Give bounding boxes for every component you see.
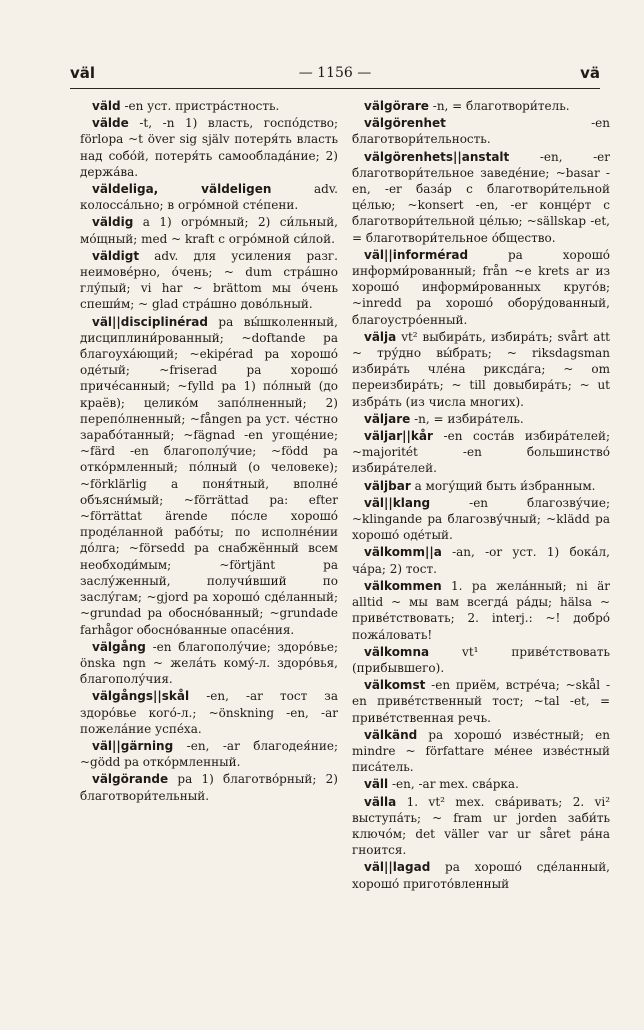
entry-headword: väldig <box>92 215 134 230</box>
entry-headword: väljar||kår <box>364 429 433 444</box>
dictionary-entry <box>352 495 610 544</box>
dictionary-entry <box>80 98 338 114</box>
dictionary-entry <box>352 727 610 776</box>
page-number: — 1156 — <box>298 65 372 81</box>
entry-headword: väl||disciplinérad <box>92 314 208 329</box>
entry-definition: -en благополу́чие; здоро́вье; önska ngn ~ жела́ть кому́-л. здоро́вья, благополу́чия. <box>80 639 338 687</box>
entry-headword: väld <box>92 99 121 113</box>
dictionary-entry <box>80 248 338 313</box>
entry-headword: väl||informérad <box>364 247 469 262</box>
dictionary-entry <box>352 115 610 147</box>
entry-definition: vt¹ приве́тствовать (прибывшего). <box>352 644 610 675</box>
entry-headword: välkänd <box>364 727 418 742</box>
entry-headword: välgörande <box>92 772 169 787</box>
running-header <box>70 64 600 86</box>
dictionary-entry <box>80 214 338 246</box>
entry-headword: välkommen <box>364 578 442 593</box>
entry-definition: -en соста́в избира́телей; ~majoritét -en большинство́ избира́телей. <box>352 429 610 476</box>
dictionary-entry <box>352 411 610 427</box>
entry-definition: adv. колосса́льно; в огро́мной сте́пени. <box>80 182 338 213</box>
dictionary-entry <box>352 859 610 891</box>
entry-headword: välgörenhet <box>364 116 446 131</box>
entry-headword: väldeliga, väldeligen <box>92 182 272 197</box>
entry-definition: -en благотвори́тельность. <box>352 116 610 147</box>
entry-definition: -en, -er благотвори́тельное заведе́ние; ~basar -en, -er база́р с благотвори́тельной це́лью; ~konsert -en, -er конце́рт с благотвори́тельной це́лью; ~sällskap -et, = благотвори́тельное о́бщество. <box>352 149 610 245</box>
dictionary-entry <box>352 544 610 576</box>
entry-definition: -t, -n 1) власть, госпо́дство; förlора ~t över sig själv потеря́ть власть над собо́й, потеря́ть самооблада́ние; 2) держа́ва. <box>80 116 338 179</box>
dictionary-entry <box>352 677 610 726</box>
entry-headword: välgörenhets||anstalt <box>364 149 510 164</box>
entry-definition: -en, -ar mex. сва́рка. <box>388 777 519 792</box>
dictionary-entry <box>352 428 610 477</box>
dictionary-entry <box>352 149 610 246</box>
dictionary-entry <box>352 247 610 328</box>
header-left-guide-word: väl <box>70 64 96 82</box>
entry-definition: a могу́щий быть и́збранным. <box>410 478 596 493</box>
entry-headword: väl||lagad <box>364 860 431 875</box>
entry-headword: välkomna <box>364 644 430 659</box>
entry-definition: pa хорошо́ информи́рованный; från ~e krets ar из хорошо́ информи́рованных круго́в; ~inredd pa хорошо́ обору́дованный, благоустро́енный. <box>352 247 610 327</box>
entry-definition: -en, -ar благодея́ние; ~gödd pa отко́рмленный. <box>80 738 338 770</box>
entry-definition: pa вы́школенный, дисциплини́рованный; ~doftande pa благоуха́ющий; ~ekipérad pa хорошо́ оде́тый; ~friserad pa хорошо́ приче́санный; ~fylld pa 1) по́лный (до краёв); целико́м запо́лненный; 2) перепо́лненный; ~fången pa уст. че́стно зарабо́танный; ~fägnad -en угоще́ние; ~färd -en благополу́чие; ~född pa отко́рмленный; по́лный (о человеке); ~förklärlig a поня́тный, вполне́ объясни́мый; ~förrättad pa: efter ~förrättat ärende по́сле хорошо́ проде́ланной рабо́ты; по исполне́нии до́лга; ~försedd pa снабжённый всем необходи́мым; ~förtjänt pa заслу́женный, получи́вший по заслу́гам; ~gjord pa хорошо́ сде́ланный; ~grundad pa обосно́ванный; ~grundade farhågor обосно́ванные опасе́ния. <box>80 314 338 637</box>
entry-headword: väl||gärning <box>92 738 174 753</box>
entry-headword: välgörare <box>364 99 429 113</box>
entry-headword: välkomst <box>364 678 426 693</box>
entry-definition: vt² выбира́ть, избира́ть; svårt att ~ тру́дно вы́брать; ~ riksdagsman избира́ть чле́на риксда́га; ~ om переизбира́ть; ~ till довыбира́ть; ~ ut избра́ть (из числа многих). <box>352 329 610 409</box>
entry-headword: väl||klang <box>364 495 431 510</box>
dictionary-entry <box>352 794 610 859</box>
entry-definition: -an, -or уст. 1) бока́л, ча́ра; 2) тост. <box>352 545 610 576</box>
entry-headword: välgång <box>92 639 146 654</box>
entry-headword: välgångs||skål <box>92 689 190 704</box>
entry-headword: välkomm||a <box>364 545 442 560</box>
left-column <box>80 98 338 805</box>
dictionary-entry <box>352 478 610 494</box>
dictionary-entry <box>80 738 338 770</box>
entry-definition: adv. для усиления разг. неимове́рно, о́чень; ~ dum стра́шно глу́пый; vi har ~ brättom мы о́чень спеши́м; ~ glad стра́шно дово́льный. <box>80 248 338 312</box>
dictionary-entry <box>80 688 338 737</box>
entry-definition: -en уст. пристра́стность. <box>120 99 280 113</box>
header-rule <box>70 88 600 89</box>
dictionary-entry <box>352 578 610 643</box>
dictionary-entry <box>80 771 338 803</box>
entry-headword: väljare <box>364 411 411 426</box>
entry-definition: -en, -ar тост за здоро́вье кого́-л.; ~önskning -en, -ar пожела́ние успе́ха. <box>80 689 338 736</box>
dictionary-entry <box>352 644 610 676</box>
entry-definition: -n, = благотвори́тель. <box>428 99 570 113</box>
dictionary-entry <box>352 776 610 792</box>
right-column <box>352 98 610 893</box>
entry-definition: -en приём, встре́ча; ~skål -en приве́тственный тост; ~tal -et, = приве́тственная речь. <box>352 678 610 725</box>
entry-headword: väll <box>364 777 389 792</box>
entry-definition: pa 1) благотво́рный; 2) благотвори́тельный. <box>80 772 338 803</box>
entry-definition: 1. pa жела́нный; ni är alltid ~ мы вам всегда́ ра́ды; hälsa ~ приве́тствовать; 2. interj.: ~! добро́ пожа́ловать! <box>352 578 610 642</box>
entry-definition: -en благозву́чие; ~klingande pa благозву́чный; ~klädd pa хорошо́ оде́тый. <box>352 495 610 543</box>
entry-headword: välla <box>364 794 397 809</box>
entry-definition: 1. vt² mex. сва́ривать; 2. vi² выступа́ть; ~ fram ur jorden заби́ть ключо́м; det väller var ur såret ра́на гноится. <box>352 794 610 858</box>
dictionary-entry <box>80 314 338 638</box>
dictionary-entry <box>80 181 338 213</box>
entry-headword: väldigt <box>92 248 140 263</box>
dictionary-entry <box>352 98 610 114</box>
entry-definition: a 1) огро́мный; 2) си́льный, мо́щный; med ~ kraft с огро́мной си́лой. <box>80 215 338 246</box>
entry-definition: pa хорошо́ сде́ланный, хорошо́ пригото́вленный <box>352 860 610 891</box>
dictionary-entry <box>352 329 610 410</box>
entry-headword: väljbar <box>364 478 411 493</box>
dictionary-entry <box>80 115 338 180</box>
dictionary-entry <box>80 639 338 688</box>
header-right-guide-word: vä <box>580 64 600 82</box>
entry-definition: -n, = избира́тель. <box>410 411 524 426</box>
entry-definition: pa хорошо́ изве́стный; en mindre ~ författare ме́нее изве́стный писа́тель. <box>352 727 610 775</box>
entry-headword: välja <box>364 329 397 344</box>
entry-headword: välde <box>92 116 129 131</box>
